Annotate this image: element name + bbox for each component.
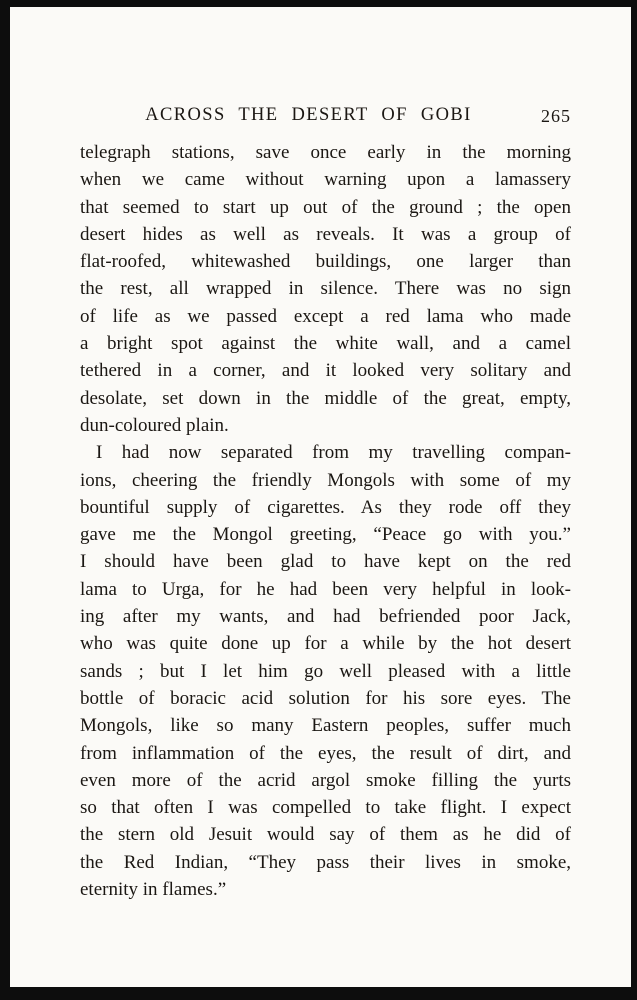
text-line: who was quite done up for a while by the hot desert [80,633,571,655]
paragraph [80,139,571,439]
text-line: the Red Indian, “They pass their lives in smoke, [80,851,571,873]
paragraph [80,439,571,903]
text-line: I should have been glad to have kept on the red [80,551,571,573]
text-line: ions, cheering the friendly Mongols with some of my [80,469,571,491]
text-line: lama to Urga, for he had been very helpful in look- [80,578,571,600]
text-line: gave me the Mongol greeting, “Peace go with you.” [80,524,571,546]
page-number: 265 [541,106,571,126]
text-line: telegraph stations, save once early in the morning [80,142,571,163]
text-column [80,7,571,903]
text-line: of life as we passed except a red lama who made [80,305,571,327]
text-line: that seemed to start up out of the ground ; the open [80,196,571,218]
body-text [80,139,571,903]
text-line: Mongols, like so many Eastern peoples, suffer much [80,715,571,737]
text-line: flat-roofed, whitewashed buildings, one larger than [80,251,571,273]
text-line: bountiful supply of cigarettes. As they rode off they [80,496,571,518]
text-line: desert hides as well as reveals. It was a group of [80,223,571,245]
text-line: even more of the acrid argol smoke filling the yurts [80,769,571,791]
text-line: a bright spot against the white wall, and a camel [80,333,571,355]
text-line: from inflammation of the eyes, the result of dirt, and [80,742,571,764]
chapter-title: ACROSS THE DESERT OF GOBI [145,105,472,125]
running-header [80,105,571,129]
text-line: the rest, all wrapped in silence. There was no sign [80,278,571,300]
text-line: bottle of boracic acid solution for his sore eyes. The [80,687,571,709]
text-line: eternity in flames.” [80,879,227,901]
text-line: so that often I was compelled to take flight. I expect [80,797,571,819]
text-line: the stern old Jesuit would say of them as he did of [80,824,571,846]
text-line: ing after my wants, and had befriended poor Jack, [80,606,571,628]
text-line: when we came without warning upon a lamassery [80,169,571,191]
text-line: sands ; but I let him go well pleased with a little [80,660,571,682]
text-line: tethered in a corner, and it looked very solitary and [80,360,571,382]
text-line: I had now separated from my travelling compan- [96,442,571,464]
text-line: dun-coloured plain. [80,414,229,436]
text-line: desolate, set down in the middle of the great, empty, [80,387,571,409]
